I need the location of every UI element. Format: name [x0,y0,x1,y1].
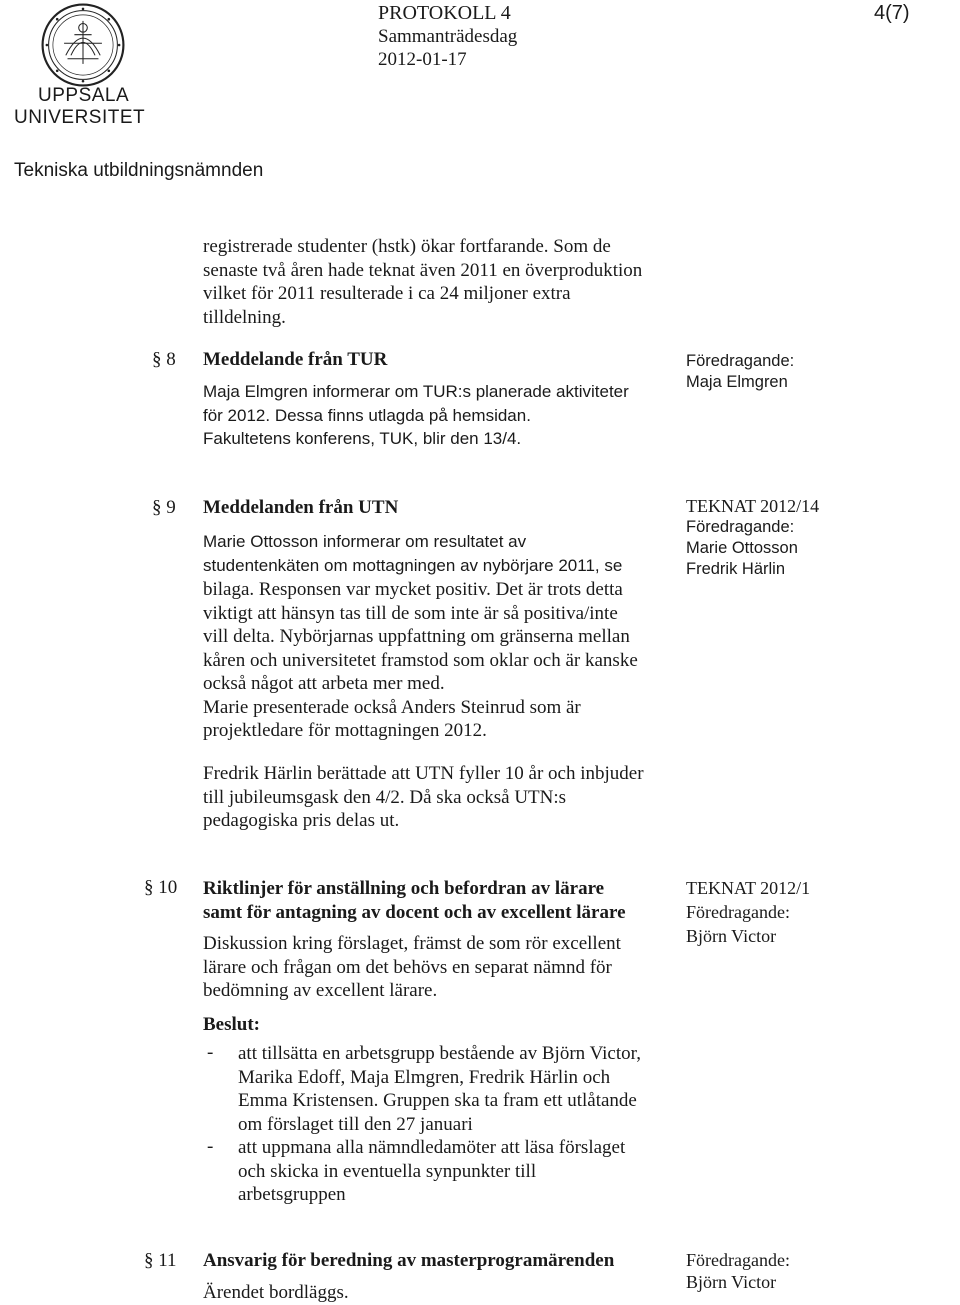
section-9-side [686,496,819,580]
meeting-type: Sammanträdesdag [378,26,518,47]
decision-bullet-line: Marika Edoff, Maja Elmgren, Fredrik Härlin och [238,1066,611,1088]
section-8-heading: Meddelande från TUR [203,349,388,370]
section-10-side [686,876,810,948]
section-9-heading: Meddelanden från UTN [203,497,399,518]
section-8-body [203,380,683,451]
section-9-side-line: Föredragande: [686,518,795,536]
section-8-side [686,351,794,393]
university-name-line1: UPPSALA [38,85,130,106]
section-10-side-line: Björn Victor [686,926,777,946]
decision-bullet-line: att tillsätta en arbetsgrupp bestående av Björn Victor, [238,1043,641,1064]
intro-line: vilket för 2011 resulterade i ca 24 miljoner extra [203,283,571,304]
decision-bullet-line: arbetsgruppen [238,1184,346,1205]
section-10-number: § 10 [144,877,178,898]
section-8-side-line: Maja Elmgren [686,373,788,391]
meeting-date: 2012-01-17 [378,49,467,70]
section-9-line: också något att arbeta mer med. [203,673,445,694]
section-9-line: bilaga. Responsen var mycket positiv. Det är trots detta [203,579,623,600]
section-10-heading-line: Riktlinjer för anställning och befordran av lärare [203,878,605,899]
section-10-decision-label: Beslut: [203,1014,260,1035]
university-name-line2: UNIVERSITET [14,107,146,128]
section-10-case-number: TEKNAT 2012/1 [686,878,811,898]
section-8-line: för 2012. Dessa finns utlagda på hemsidan. [203,405,531,425]
section-9-line: Marie presenterade också Anders Steinrud som är [203,696,581,718]
section-9-line: till jubileumsgask den 4/2. Då ska också UTN:s [203,786,567,808]
decision-bullet-line: Emma Kristensen. Gruppen ska ta fram ett utlåtande [238,1090,637,1111]
university-seal-logo [40,2,126,88]
section-10-heading [203,877,626,925]
decision-bullet-2 [238,1136,625,1207]
section-9-body [203,530,683,578]
section-10-line: lärare och frågan om det behövs en separat nämnd för [203,956,612,978]
section-8-side-line: Föredragande: [686,352,795,370]
section-8-line: Fakultetens konferens, TUK, blir den 13/4. [203,429,522,448]
section-9-side-line: Marie Ottosson [686,539,798,557]
intro-paragraph [203,235,683,329]
section-8-number: § 8 [152,349,176,370]
section-9-line: Fredrik Härlin berättade att UTN fyller 10 år och inbjuder [203,763,644,784]
intro-line: tilldelning. [203,306,286,328]
section-11-body [203,1281,683,1305]
section-9-line: projektledare för mottagningen 2012. [203,720,487,741]
protocol-title: PROTOKOLL 4 [378,2,511,24]
decision-bullet-line: om förslaget till den 27 januari [238,1113,473,1135]
section-11-side [686,1249,790,1293]
section-9-line: kåren och universitetet framstod som oklar och är kanske [203,649,638,671]
section-10-body [203,932,683,1003]
decision-bullet-dash: - [207,1042,214,1063]
section-9-case-number: TEKNAT 2012/14 [686,496,820,516]
section-11-heading: Ansvarig för beredning av masterprogramärenden [203,1250,615,1271]
decision-bullet-line: att uppmana alla nämndledamöter att läsa förslaget [238,1137,626,1158]
section-9-body-cont [203,578,683,743]
section-11-line: Ärendet bordläggs. [203,1282,349,1303]
decision-bullet-1 [238,1042,641,1136]
section-9-line: Marie Ottosson informerar om resultatet av [203,532,527,551]
department-name: Tekniska utbildningsnämnden [14,160,264,181]
section-11-side-line: Föredragande: [686,1250,790,1270]
section-10-heading-line: samt för antagning av docent och av excellent lärare [203,902,626,923]
page-number: 4(7) [874,2,910,24]
decision-bullet-line: och skicka in eventuella synpunkter till [238,1160,537,1182]
section-10-line: Diskussion kring förslaget, främst de som rör excellent [203,933,621,954]
section-9-line: pedagogiska pris delas ut. [203,810,400,831]
section-11-side-line: Björn Victor [686,1272,777,1292]
section-10-side-line: Föredragande: [686,902,790,922]
intro-line: registrerade studenter (hstk) ökar fortfarande. Som de [203,236,611,257]
section-9-line: studentenkäten om mottagningen av nybörjare 2011, se [203,556,623,575]
section-9-side-line: Fredrik Härlin [686,560,786,578]
section-10-line: bedömning av excellent lärare. [203,980,438,1001]
decision-bullet-dash: - [207,1136,214,1157]
section-9-paragraph-2 [203,762,683,833]
section-9-number: § 9 [152,497,176,518]
section-9-line: vill delta. Nybörjarnas uppfattning om gränserna mellan [203,626,630,647]
section-11-number: § 11 [144,1250,177,1271]
section-9-line: viktigt att hänsyn tas till de som inte är så positiva/inte [203,602,618,624]
section-8-line: Maja Elmgren informerar om TUR:s planerade aktiviteter [203,382,629,401]
intro-line: senaste två åren hade teknat även 2011 en överproduktion [203,259,643,281]
